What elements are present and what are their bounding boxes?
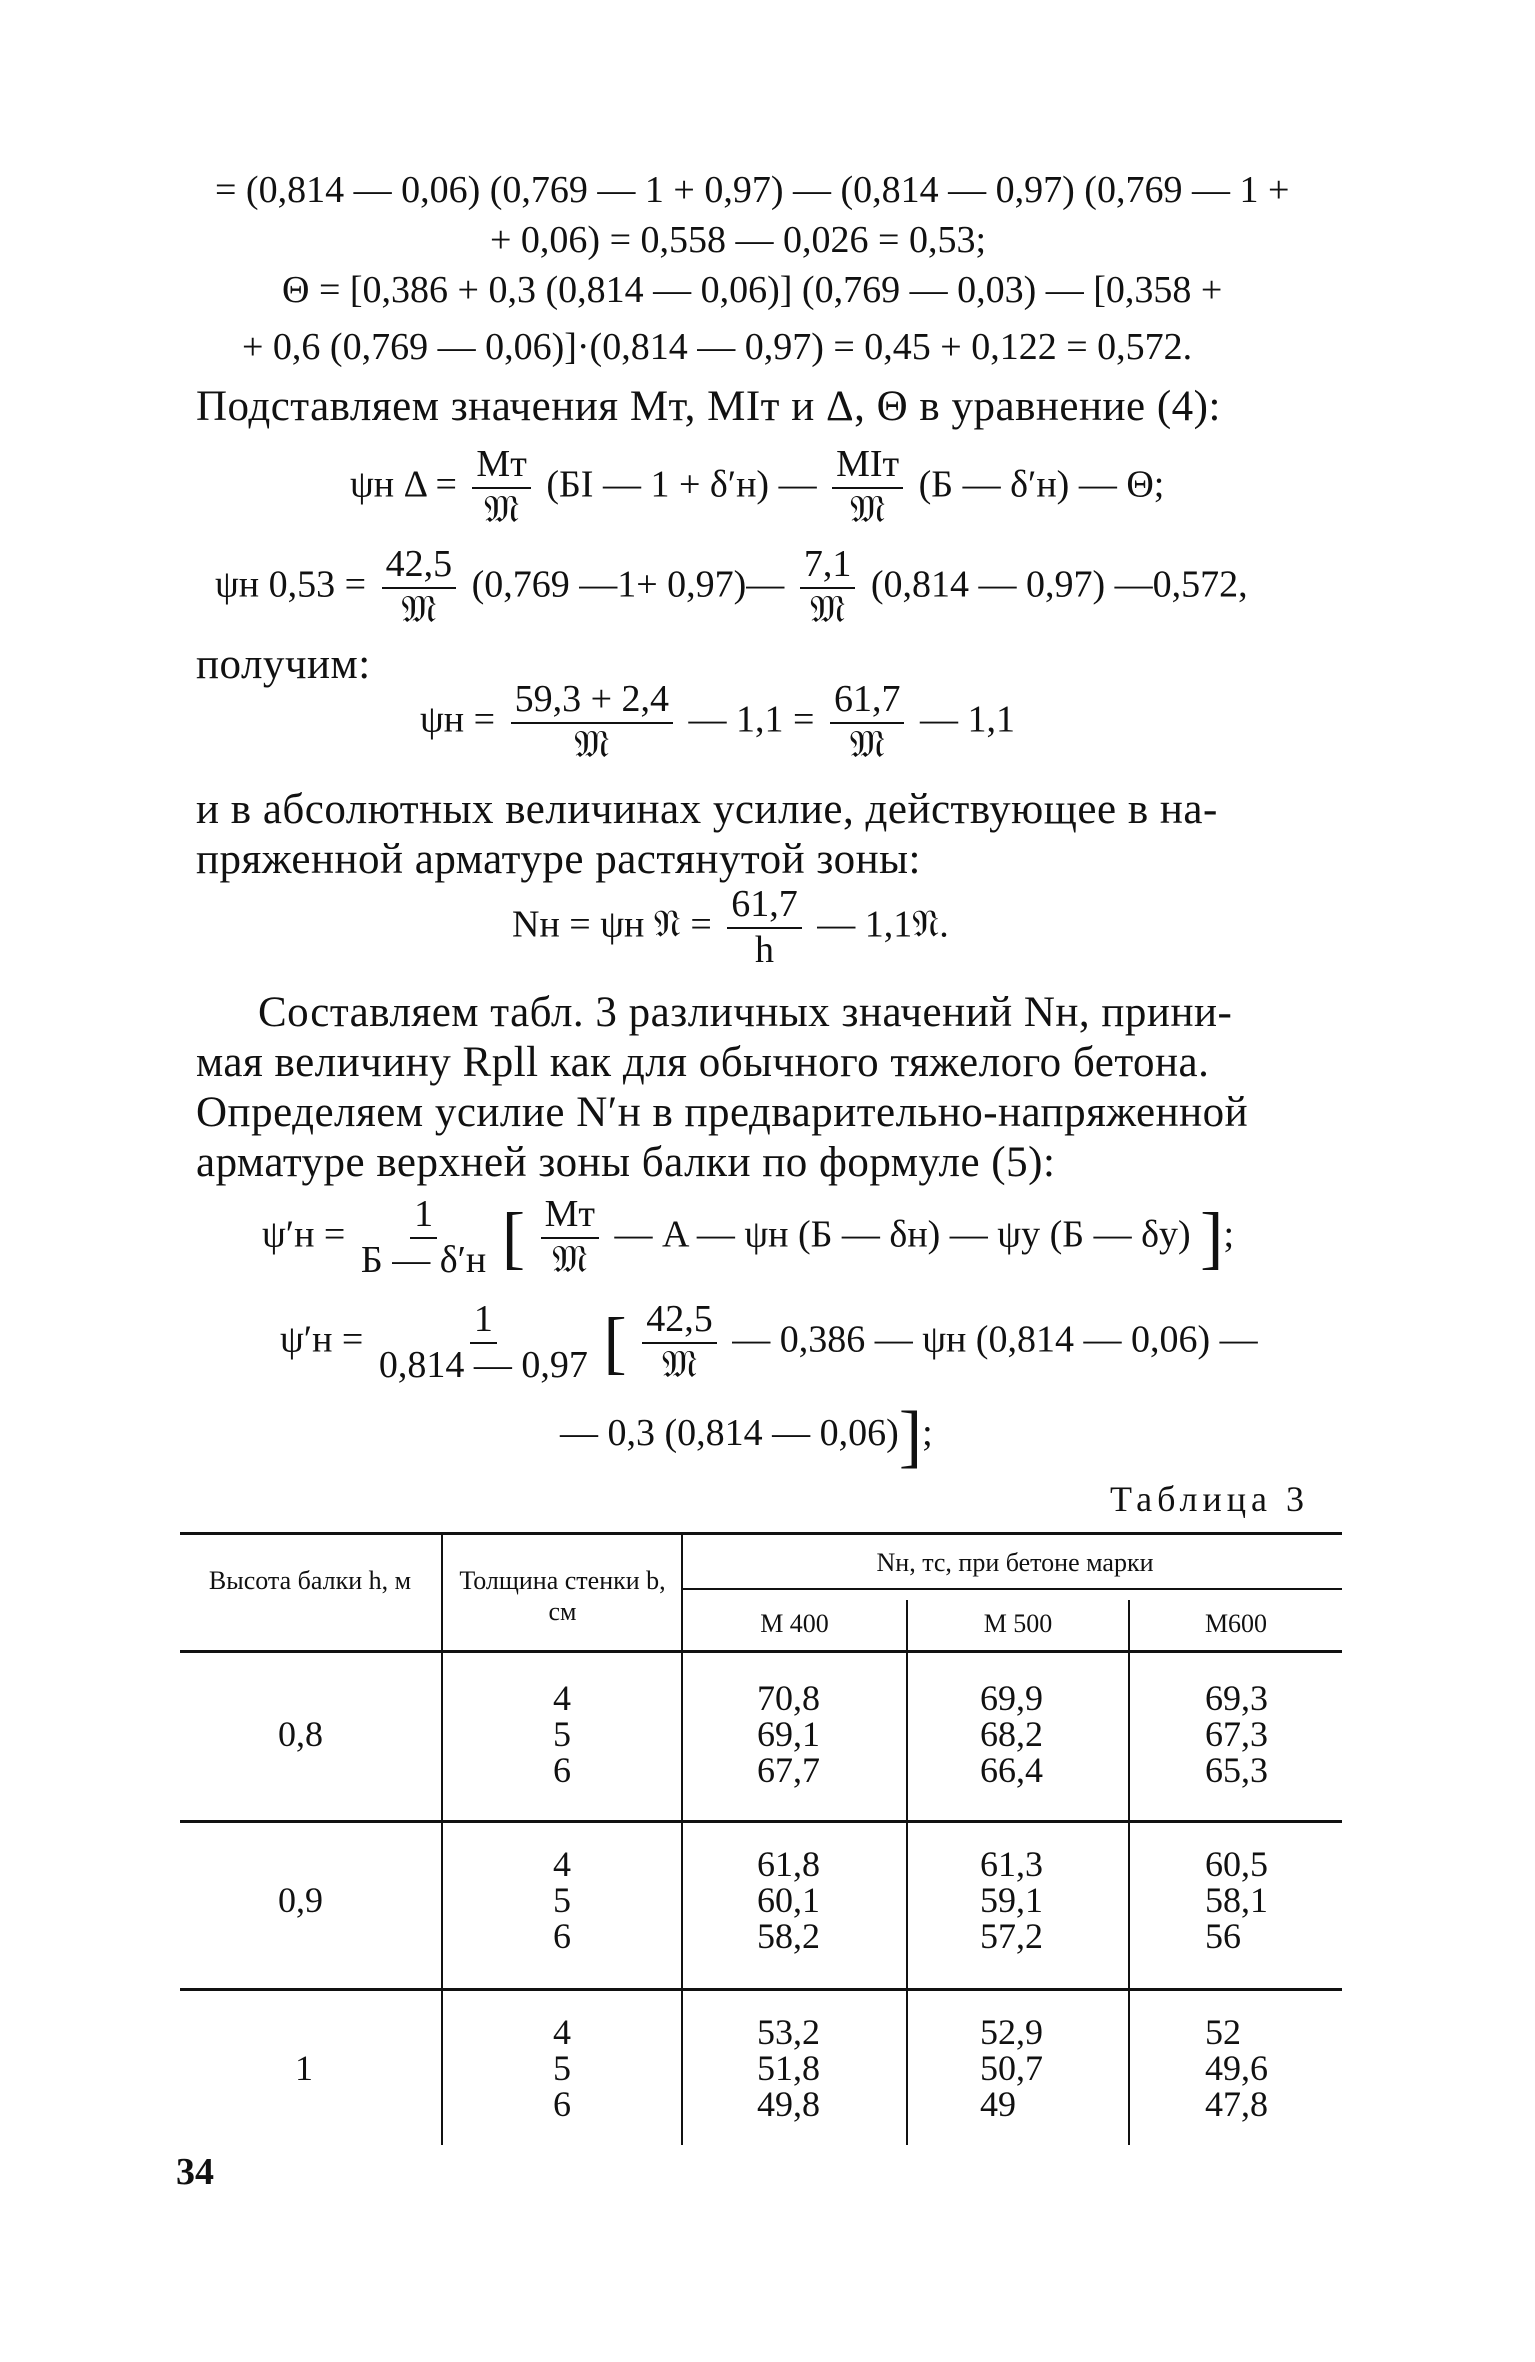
table-header-bottom-rule — [180, 1650, 1342, 1653]
paragraph-substitute: Подставляем значения Mт, MIт и Δ, Θ в уравнение (4): — [196, 383, 1221, 430]
table-row-rule-2 — [180, 1988, 1342, 1991]
cell-b: 4 — [553, 2012, 571, 2052]
cell-m600: 49,6 — [1205, 2048, 1268, 2088]
cell-m500: 68,2 — [980, 1714, 1043, 1754]
cell-b: 6 — [553, 1916, 571, 1956]
cell-b: 4 — [553, 1678, 571, 1718]
cell-m600: 69,3 — [1205, 1678, 1268, 1718]
header-m600: М600 — [1204, 1609, 1268, 1638]
paragraph-table-intro-a: Составляем табл. 3 различных значений Nн, прини- — [258, 989, 1233, 1036]
table-top-rule — [180, 1532, 1342, 1535]
paragraph-table-intro-b: мая величину Rрll как для обычного тяжелого бетона. — [196, 1039, 1210, 1086]
cell-b: 5 — [553, 1880, 571, 1920]
cell-m400: 49,8 — [757, 2084, 820, 2124]
cell-m400: 69,1 — [757, 1714, 820, 1754]
cell-m400: 51,8 — [757, 2048, 820, 2088]
header-thickness: Толщина стенки b, см — [459, 1566, 666, 1627]
cell-m600: 65,3 — [1205, 1750, 1268, 1790]
cell-b: 5 — [553, 1714, 571, 1754]
table-vrule-3 — [906, 1600, 908, 2145]
table-row-rule-1 — [180, 1820, 1342, 1823]
header-group: Nн, тс, при бетоне марки — [876, 1548, 1154, 1577]
cell-m500: 57,2 — [980, 1916, 1043, 1956]
cell-m600: 67,3 — [1205, 1714, 1268, 1754]
cell-m400: 53,2 — [757, 2012, 820, 2052]
cell-b: 4 — [553, 1844, 571, 1884]
equation-line-1: = (0,814 — 0,06) (0,769 — 1 + 0,97) — (0,814 — 0,97) (0,769 — 1 + — [215, 169, 1290, 211]
cell-m600: 58,1 — [1205, 1880, 1268, 1920]
cell-m600: 47,8 — [1205, 2084, 1268, 2124]
equation-line-3: Θ = [0,386 + 0,3 (0,814 — 0,06)] (0,769 — 0,03) — [0,358 + — [282, 269, 1223, 311]
cell-m400: 67,7 — [757, 1750, 820, 1790]
cell-h: 1 — [295, 2048, 313, 2088]
paragraph-obtain: получим: — [196, 641, 371, 688]
cell-m400: 61,8 — [757, 1844, 820, 1884]
cell-m400: 70,8 — [757, 1678, 820, 1718]
equation-numeric: ψн 0,53 = $\frac{42,5}{\text{𝔐}}$ (0,769 —1+ 0,97)— $\frac{7,1}{\text{𝔐}}$ (0,814 — 0,97) —0,572, — [215, 543, 1248, 631]
equation-psi-prime-numeric: ψ′н = $\frac{1}{0,814 — 0,97}$ [ $\frac{42,5}{\text{𝔐}}$ — 0,386 — ψн (0,814 — 0,06) — — [280, 1298, 1258, 1386]
equation-N: Nн = ψн 𝔑 = $\frac{61,7}{h}$ — 1,1𝔑. — [512, 883, 949, 971]
cell-m500: 49 — [980, 2084, 1016, 2124]
header-height: Высота балки h, м — [208, 1566, 412, 1595]
cell-b: 6 — [553, 2084, 571, 2124]
cell-m400: 58,2 — [757, 1916, 820, 1956]
cell-m600: 52 — [1205, 2012, 1241, 2052]
table-caption: Таблица 3 — [1110, 1479, 1309, 1519]
cell-m500: 61,3 — [980, 1844, 1043, 1884]
cell-m400: 60,1 — [757, 1880, 820, 1920]
page-number: 34 — [176, 2151, 214, 2193]
paragraph-table-intro-d: арматуре верхней зоны балки по формуле (5): — [196, 1139, 1056, 1186]
table-group-rule — [683, 1588, 1342, 1590]
paragraph-table-intro-c: Определяем усилие N′н в предварительно-напряженной — [196, 1089, 1249, 1136]
equation-line-4: + 0,6 (0,769 — 0,06)]·(0,814 — 0,97) = 0,45 + 0,122 = 0,572. — [242, 326, 1193, 368]
cell-m500: 59,1 — [980, 1880, 1043, 1920]
cell-b: 5 — [553, 2048, 571, 2088]
paragraph-absolute-b: пряженной арматуре растянутой зоны: — [196, 836, 921, 883]
equation-psi-prime: ψ′н = $\frac{1}{Б — \delta'н}$ [ $\frac{Mт}{\text{𝔐}}$ — A — ψн (Б — δн) — ψу (Б — δу) ]; — [262, 1193, 1235, 1281]
cell-m600: 60,5 — [1205, 1844, 1268, 1884]
cell-m600: 56 — [1205, 1916, 1241, 1956]
cell-h: 0,9 — [278, 1880, 323, 1920]
equation-psi: ψн = $\frac{59,3 + 2,4}{\text{𝔐}}$ — 1,1 = $\frac{61,7}{\text{𝔐}}$ — 1,1 — [420, 678, 1015, 766]
cell-m500: 50,7 — [980, 2048, 1043, 2088]
header-m500: М 500 — [983, 1609, 1053, 1638]
equation-psi-delta: ψн Δ = $\frac{Mт}{\text{𝔐}}$ (БI — 1 + δ′н) — $\frac{\text{MIт}}{\text{𝔐}}$ (Б — δ′н) — Θ; — [350, 443, 1165, 531]
cell-b: 6 — [553, 1750, 571, 1790]
cell-m500: 66,4 — [980, 1750, 1043, 1790]
equation-line-2: + 0,06) = 0,558 — 0,026 = 0,53; — [490, 219, 987, 261]
table-vrule-4 — [1128, 1600, 1130, 2145]
cell-h: 0,8 — [278, 1714, 323, 1754]
equation-psi-prime-numeric-line2: — 0,3 (0,814 — 0,06)]; — [560, 1398, 933, 1475]
paragraph-absolute-a: и в абсолютных величинах усилие, действующее в на- — [196, 786, 1218, 833]
cell-m500: 69,9 — [980, 1678, 1043, 1718]
table-vrule-1 — [441, 1535, 443, 2145]
cell-m500: 52,9 — [980, 2012, 1043, 2052]
header-m400: М 400 — [760, 1609, 829, 1638]
